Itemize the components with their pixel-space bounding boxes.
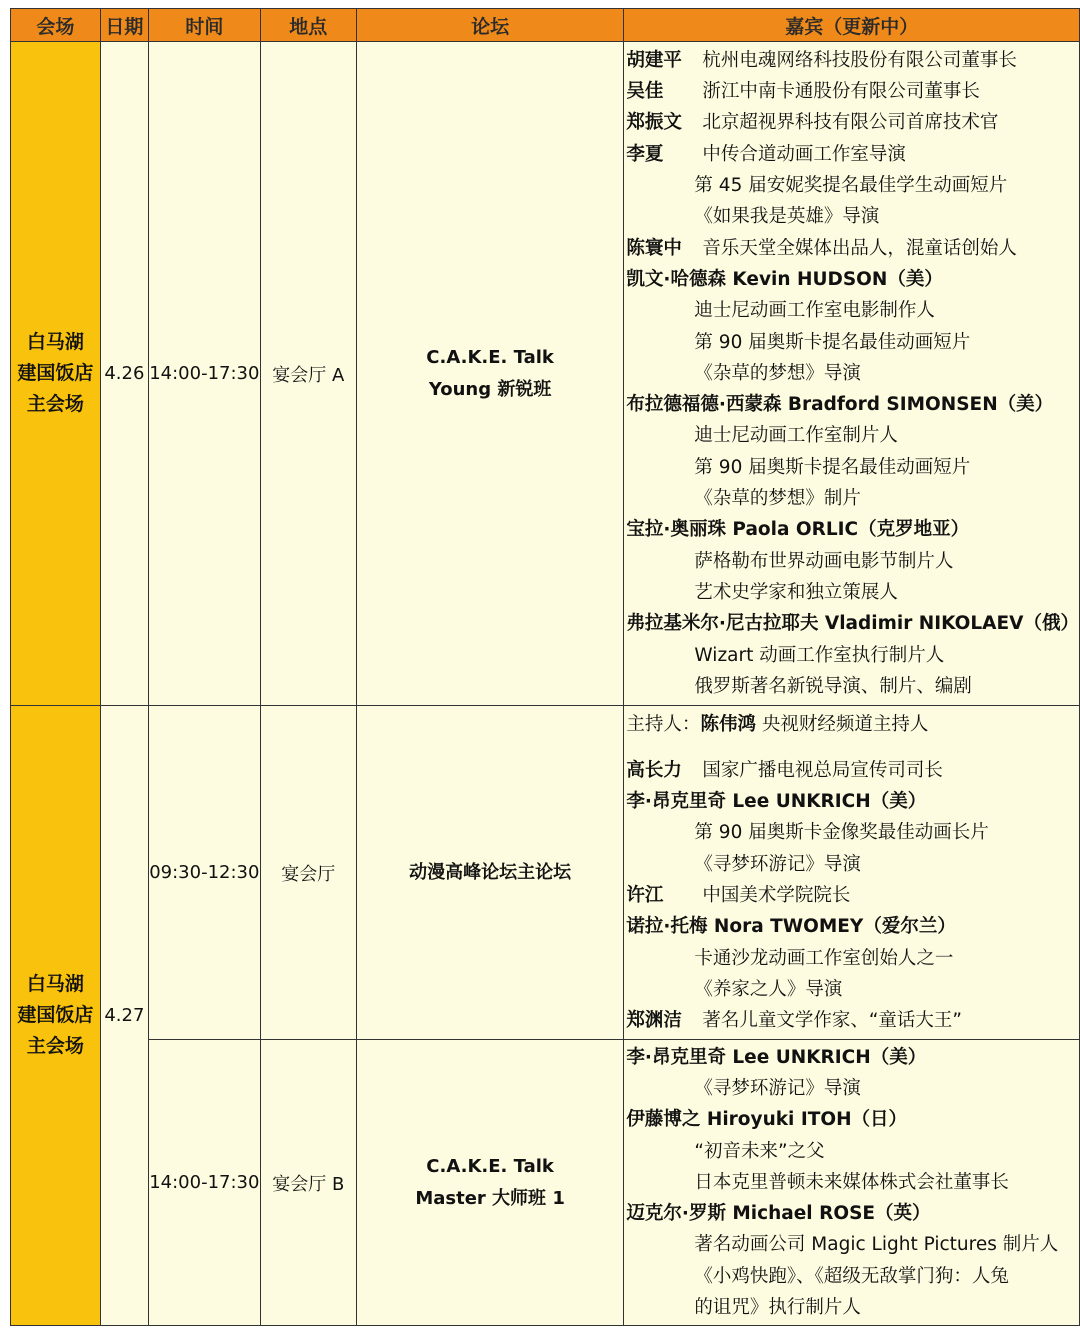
header-forum: 论坛 [356,9,624,42]
guest-role: 浙江中南卡通股份有限公司董事长 [702,81,980,103]
guest-line [624,1005,1079,1036]
guest-role: 《小鸡快跑》、《超级无敌掌门狗：人兔 [694,1265,1009,1287]
guest-line [624,640,1079,671]
guest-role: 迪士尼动画工作室电影制作人 [694,300,935,322]
guest-line [624,1104,1079,1135]
guest-line [624,45,1079,76]
place-cell: 宴会厅 [260,706,356,1040]
venue-line: 建国饭店 [17,1004,94,1026]
guest-line [624,358,1079,389]
venue-line: 主会场 [26,1035,84,1057]
guest-role: 《杂草的梦想》制片 [694,488,861,510]
forum-cell [356,1040,624,1326]
guest-name: 胡建平 [626,49,682,71]
header-venue: 会场 [11,9,101,42]
guest-role: 《寻梦环游记》导演 [694,1077,861,1099]
forum-line: Master 大师班 1 [415,1187,565,1209]
guest-line [624,1261,1079,1292]
guest-line [624,483,1079,514]
venue-line: 白马湖 [26,331,84,353]
table-row [11,1040,1080,1326]
guest-line [624,608,1079,639]
forum-cell [356,706,624,1040]
place-cell: 宴会厅 B [260,1040,356,1326]
guest-name: 李·昂克里奇 Lee UNKRICH（美） [626,1046,927,1068]
guest-line [624,1073,1079,1104]
guest-role: 《杂草的梦想》导演 [694,362,861,384]
guest-line [624,514,1079,545]
time-cell: 09:30-12:30 [148,706,260,1040]
guest-role: 中传合道动画工作室导演 [702,143,906,165]
guest-role: 的诅咒》执行制片人 [694,1297,861,1319]
guest-name: 吴佳 [626,81,664,103]
guest-line [624,943,1079,974]
guest-line [624,709,1079,740]
guest-name: 宝拉·奥丽珠 Paola ORLIC（克罗地亚） [626,519,970,541]
guests-cell [624,1040,1080,1326]
guest-name: 郑振文 [626,112,682,134]
guest-role: 日本克里普顿未来媒体株式会社董事长 [694,1171,1009,1193]
header-time: 时间 [148,9,260,42]
guest-role: 音乐天堂全媒体出品人，混童话创始人 [702,237,1017,259]
guest-line [624,880,1079,911]
guest-line [624,1167,1079,1198]
guest-role: 第 45 届安妮奖提名最佳学生动画短片 [694,175,1008,197]
guest-role: 《如果我是英雄》导演 [694,206,880,228]
guest-line [624,577,1079,608]
guest-line [624,671,1079,702]
guest-role: 迪士尼动画工作室制片人 [694,425,898,447]
guest-role: 著名儿童文学作家、“童话大王” [702,1010,962,1032]
guest-role: 第 90 届奥斯卡金像奖最佳动画长片 [694,822,989,844]
venue-line: 主会场 [26,393,84,415]
guest-name: 陈寰中 [626,237,682,259]
guest-line [624,295,1079,326]
guest-name: 高长力 [626,759,682,781]
guest-role: 中国美术学院院长 [702,885,851,906]
guests-cell [624,42,1080,706]
guest-line [624,974,1079,1005]
table-row [11,706,1080,1040]
guest-name: 李·昂克里奇 Lee UNKRICH（美） [626,791,927,813]
venue-cell [11,706,101,1326]
guest-name: 凯文·哈德森 Kevin HUDSON（美） [626,268,943,290]
guest-line [624,107,1079,138]
venue-line: 建国饭店 [17,362,94,384]
guest-line [624,755,1079,786]
schedule-table [10,8,1080,1326]
guest-role: 《养家之人》导演 [694,978,843,1000]
time-cell: 14:00-17:30 [148,1040,260,1326]
guest-line [624,264,1079,295]
guest-name: 布拉德福德·西蒙森 Bradford SIMONSEN（美） [626,394,1054,416]
header-guests: 嘉宾（更新中） [624,9,1080,42]
guest-role: “初音未来”之父 [694,1140,825,1162]
date-cell: 4.27 [100,706,148,1326]
forum-line: Young 新锐班 [428,378,552,400]
guest-line [624,1229,1079,1260]
guest-name: 诺拉·托梅 Nora TWOMEY（爱尔兰） [626,916,956,938]
guest-line [624,389,1079,420]
guest-line [624,817,1079,848]
place-cell: 宴会厅 A [260,42,356,706]
forum-cell [356,42,624,706]
table-row [11,42,1080,706]
guest-line [624,170,1079,201]
guest-role: 央视财经频道主持人 [761,713,929,735]
guest-role: 卡通沙龙动画工作室创始人之一 [694,947,954,969]
guest-line [624,1198,1079,1229]
guest-role: 艺术史学家和独立策展人 [694,581,898,603]
guest-line [624,911,1079,942]
guest-role: 《寻梦环游记》导演 [694,853,861,875]
guest-line [624,327,1079,358]
guest-name: 郑渊洁 [626,1010,682,1032]
guest-line [624,546,1079,577]
guest-role: 著名动画公司 Magic Light Pictures 制片人 [694,1234,1059,1256]
guest-role: 北京超视界科技有限公司首席技术官 [702,112,999,134]
host-prefix: 主持人： [626,713,701,735]
guest-name: 陈伟鸿 [700,713,756,735]
guest-name: 李夏 [626,143,664,165]
forum-line: C.A.K.E. Talk [426,346,554,368]
guest-role: 萨格勒布世界动画电影节制片人 [694,550,954,572]
guest-role: 国家广播电视总局宣传司司长 [702,759,943,781]
guest-line [624,849,1079,880]
header-date: 日期 [100,9,148,42]
guests-cell [624,706,1080,1040]
venue-line: 白马湖 [26,973,84,995]
guest-line [624,1292,1079,1323]
time-cell: 14:00-17:30 [148,42,260,706]
guest-role: 杭州电魂网络科技股份有限公司董事长 [702,49,1017,71]
guest-name: 弗拉基米尔·尼古拉耶夫 Vladimir NIKOLAEV（俄） [626,613,1079,635]
venue-cell [11,42,101,706]
guest-name: 迈克尔·罗斯 Michael ROSE（英） [626,1203,931,1225]
guest-line [624,420,1079,451]
guest-line [624,201,1079,232]
guest-role: 俄罗斯著名新锐导演、制片、编剧 [694,675,972,697]
guest-role: 第 90 届奥斯卡提名最佳动画短片 [694,331,971,353]
guest-line [624,452,1079,483]
guest-line [624,786,1079,817]
forum-line: 动漫高峰论坛主论坛 [409,861,572,883]
guest-line [624,1136,1079,1167]
guest-line [624,233,1079,264]
guest-line [624,76,1079,107]
header-row [11,9,1080,42]
guest-role: Wizart 动画工作室执行制片人 [694,644,945,666]
guest-line [624,740,1079,755]
guest-line [624,1042,1079,1073]
guest-name: 许江 [626,885,664,906]
forum-line: C.A.K.E. Talk [426,1155,554,1177]
header-place: 地点 [260,9,356,42]
guest-role: 第 90 届奥斯卡提名最佳动画短片 [694,456,971,478]
date-cell: 4.26 [100,42,148,706]
guest-line [624,139,1079,170]
guest-name: 伊藤博之 Hiroyuki ITOH（日） [626,1109,908,1131]
